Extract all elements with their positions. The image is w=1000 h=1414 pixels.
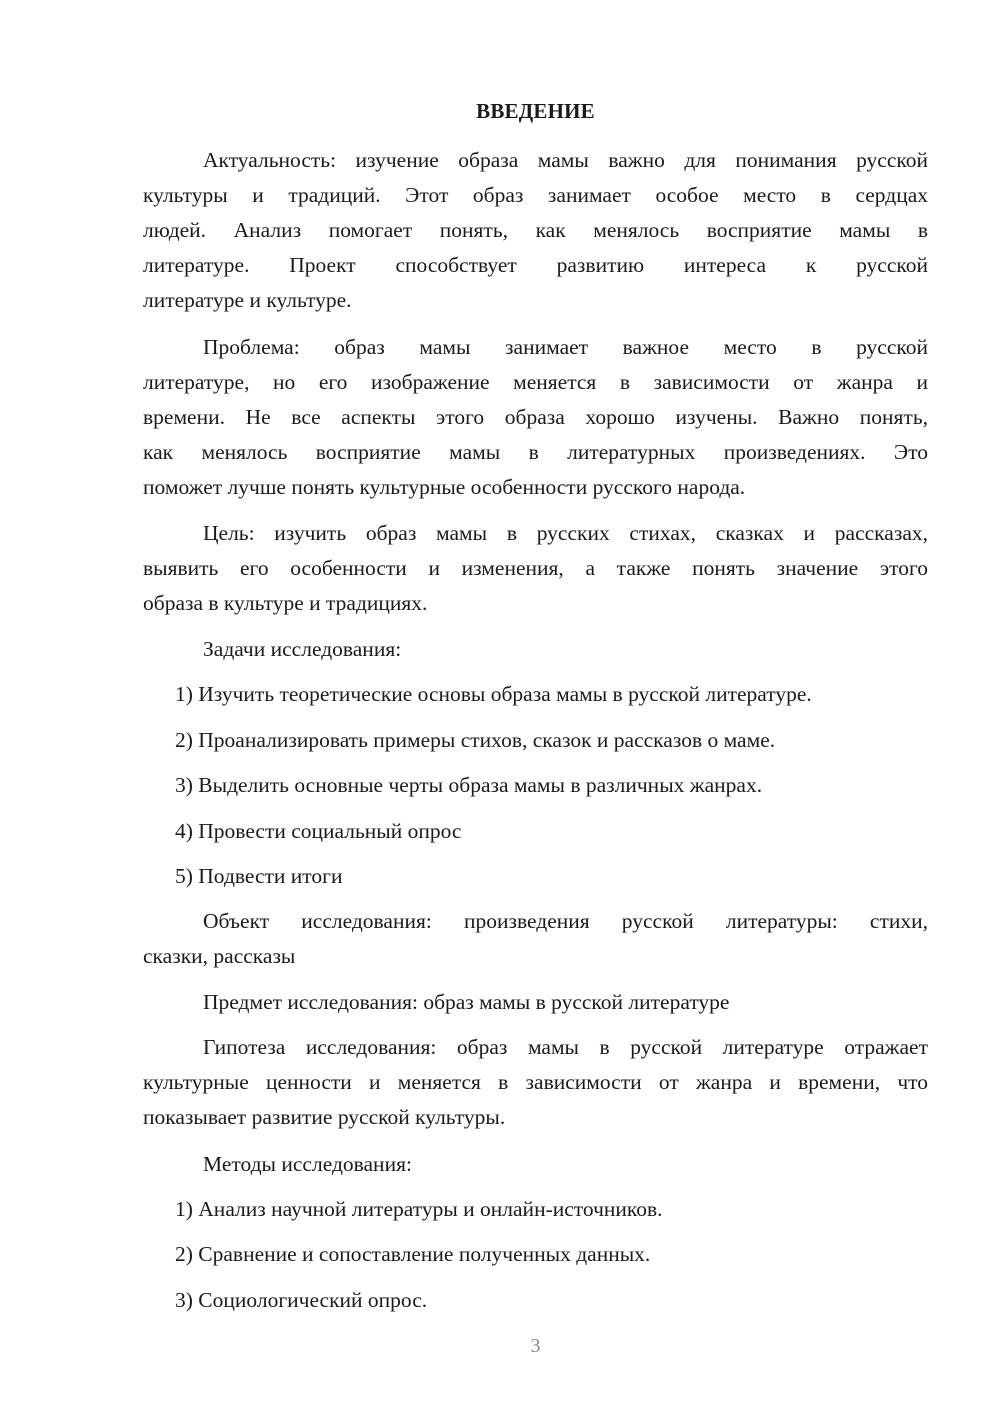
task-item: 3) Выделить основные черты образа мамы в различных жанрах. [175,773,763,797]
text-line: литературе, но его изображение меняется в зависимости от жанра и [143,370,928,394]
text-line: Объект исследования: произведения русской литературы: стихи, [203,909,928,933]
text-line: людей. Анализ помогает понять, как менялось восприятие мамы в [143,218,928,242]
hypothesis-paragraph [143,1030,928,1135]
text-line: культуры и традиций. Этот образ занимает особое место в сердцах [143,183,928,207]
problem-paragraph [143,330,928,505]
text-line: показывает развитие русской культуры. [143,1105,506,1129]
tasks-heading: Задачи исследования: [203,637,402,661]
task-item: 2) Проанализировать примеры стихов, сказок и рассказов о маме. [175,728,776,752]
text-line: Цель: изучить образ мамы в русских стихах, сказках и рассказах, [203,521,928,545]
text-line: времени. Не все аспекты этого образа хорошо изучены. Важно понять, [143,405,928,429]
method-item: 1) Анализ научной литературы и онлайн-источников. [175,1197,663,1221]
methods-heading: Методы исследования: [203,1152,412,1176]
text-line: Гипотеза исследования: образ мамы в русской литературе отражает [203,1035,928,1059]
task-item: 1) Изучить теоретические основы образа мамы в русской литературе. [175,682,812,706]
text-line: образа в культуре и традициях. [143,591,428,615]
subject-line: Предмет исследования: образ мамы в русской литературе [203,990,730,1014]
method-item: 2) Сравнение и сопоставление полученных данных. [175,1242,651,1266]
task-item: 4) Провести социальный опрос [175,819,462,843]
goal-paragraph [143,516,928,621]
text-line: Проблема: образ мамы занимает важное место в русской [203,335,928,359]
page-number: 3 [530,1335,541,1357]
text-line: выявить его особенности и изменения, а также понять значение этого [143,556,928,580]
relevance-paragraph [143,143,928,318]
document-page [143,0,928,1414]
task-item: 5) Подвести итоги [175,864,343,888]
text-line: культурные ценности и меняется в зависимости от жанра и времени, что [143,1070,928,1094]
text-line: Актуальность: изучение образа мамы важно для понимания русской [203,148,928,172]
method-item: 3) Социологический опрос. [175,1288,428,1312]
text-line: как менялось восприятие мамы в литературных произведениях. Это [143,440,928,464]
text-line: поможет лучше понять культурные особенности русского народа. [143,475,746,499]
text-line: сказки, рассказы [143,944,296,968]
object-paragraph [143,904,928,974]
text-line: литературе и культуре. [143,288,352,312]
text-line: литературе. Проект способствует развитию интереса к русской [143,253,928,277]
page-title: ВВЕДЕНИЕ [476,99,595,123]
